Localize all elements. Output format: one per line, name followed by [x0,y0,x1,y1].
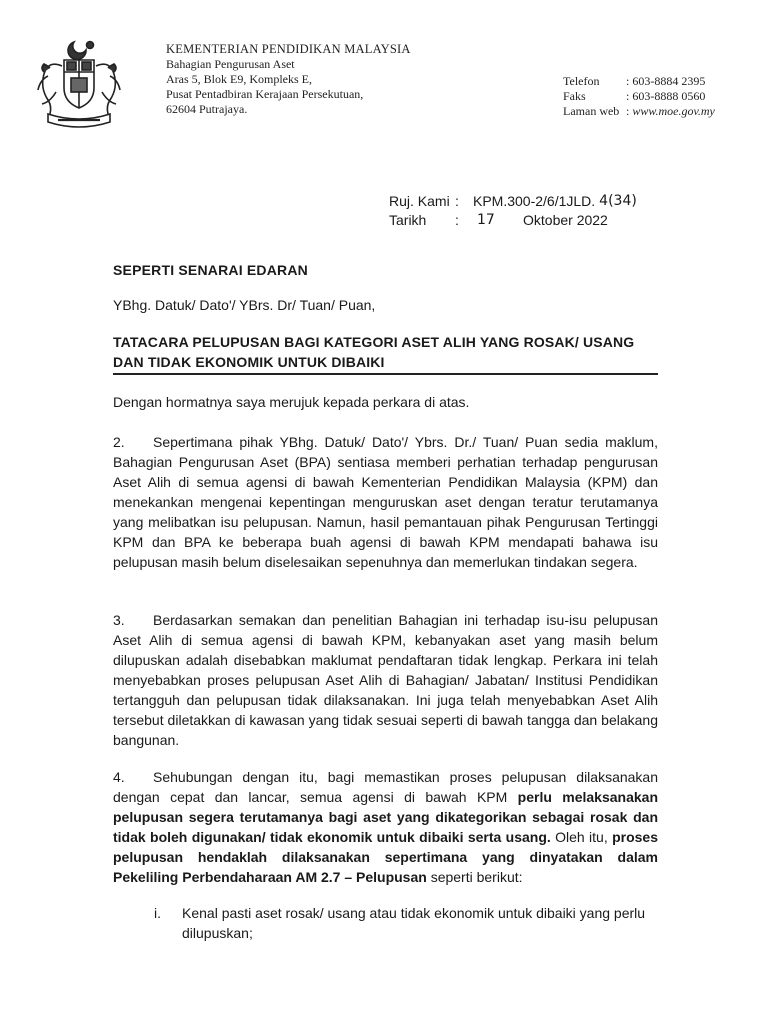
address-line-2: Pusat Pentadbiran Kerajaan Persekutuan, [166,87,364,101]
paragraph-emphasis: perlu melaksanakan pelupusan segera terutamanya bagi aset yang dikategorikan sebagai rosak dan tidak boleh digunakan/ tidak ekonomik untuk dibaiki serta usang. [113,789,658,845]
subject-title: TATACARA PELUPUSAN BAGI KATEGORI ASET ALIH YANG ROSAK/ USANG DAN TIDAK EKONOMIK UNTUK DIBAIKI [113,334,635,370]
letterhead [166,42,411,117]
date-month-year: Oktober 2022 [523,212,608,228]
date-label: Tarikh [389,212,427,228]
website-label: Laman web [563,104,620,118]
paragraph-2 [113,432,658,572]
opening-sentence: Dengan hormatnya saya merujuk kepada perkara di atas. [113,394,470,410]
paragraph-number: 2. [113,434,125,450]
reference-block [389,192,637,230]
reference-number: KPM.300-2/6/1JLD. [473,193,596,209]
fax-label: Faks [563,89,586,103]
date-row [389,211,637,230]
website-separator: : [626,104,630,118]
phone-value: : 603-8884 2395 [626,74,706,88]
paragraph-text: Berdasarkan semakan dan penelitian Bahagian ini terhadap isu-isu pelupusan Aset Alih di semua agensi di bawah KPM, kebanyakan aset yang masih belum dilupuskan adalah disebabkan maklumat pendaftaran tidak lengkap. Perkara ini telah menyebabkan proses pelupusan Aset Alih di Bahagian/ Jabatan/ Institusi Pendidikan tertangguh dan pelupusan tidak dilaksanakan. Ini juga telah menyebabkan Aset Alih tersebut diletakkan di kawasan yang tidak sesuai seperti di bawah tangga dan belakang bangunan. [113,612,658,748]
list-marker: i. [154,905,161,921]
date-separator: : [455,212,459,228]
paragraph-number: 4. [113,769,125,785]
salutation: YBhg. Datuk/ Dato'/ YBrs. Dr/ Tuan/ Puan, [113,297,376,313]
reference-row [389,192,637,211]
paragraph-number: 3. [113,612,125,628]
website-link[interactable]: www.moe.gov.my [632,104,715,118]
date-day-handwritten: 17 [477,212,495,228]
ministry-name: KEMENTERIAN PENDIDIKAN MALAYSIA [166,42,411,56]
list-item-text: Kenal pasti aset rosak/ usang atau tidak ekonomik untuk dibaiki yang perlu dilupuskan; [182,905,646,941]
address-line-3: 62604 Putrajaya. [166,102,248,116]
paragraph-emphasis: proses pelupusan hendaklah dilaksanakan sepertimana yang dinyatakan dalam Pekeliling Perbendaharaan AM 2.7 – Pelupusan [113,829,658,885]
phone-label: Telefon [563,74,600,88]
fax-row [563,89,715,104]
paragraph-3 [113,610,658,750]
address-line-1: Aras 5, Blok E9, Kompleks E, [166,72,312,86]
paragraph-4 [113,767,658,887]
paragraph-text: seperti berikut: [426,869,523,885]
contact-block [563,74,715,119]
paragraph-text: Sehubungan dengan itu, bagi memastikan proses pelupusan dilaksanakan dengan cepat dan lancar, semua agensi di bawah KPM [113,769,658,805]
paragraph-text: Oleh itu, [550,829,613,845]
coat-of-arms-icon [34,36,124,128]
reference-handwritten: 4(34) [599,193,637,209]
website-row [563,104,715,119]
division-name: Bahagian Pengurusan Aset [166,57,295,71]
list-item [154,903,660,943]
reference-separator: : [455,193,459,209]
recipient-heading: SEPERTI SENARAI EDARAN [113,262,308,278]
reference-label: Ruj. Kami [389,193,450,209]
phone-row [563,74,715,89]
paragraph-text: Sepertimana pihak YBhg. Datuk/ Dato'/ Ybrs. Dr./ Tuan/ Puan sedia maklum, Bahagian Pengurusan Aset (BPA) sentiasa memberi perhatian terhadap pengurusan Aset Alih di semua agensi di bawah Kementerian Pendidikan Malaysia (KPM) dan menekankan mengenai kepentingan menguruskan aset dengan teratur terutamanya yang melibatkan isu pelupusan. Namun, hasil pemantauan pihak Pengurusan Tertinggi KPM dan BPA ke beberapa buah agensi di bawah KPM mendapati bahawa isu pelupusan masih belum diselesaikan sepenuhnya dan memerlukan tindakan segera. [113,434,658,570]
fax-value: : 603-8888 0560 [626,89,706,103]
subject-underline [113,373,658,375]
